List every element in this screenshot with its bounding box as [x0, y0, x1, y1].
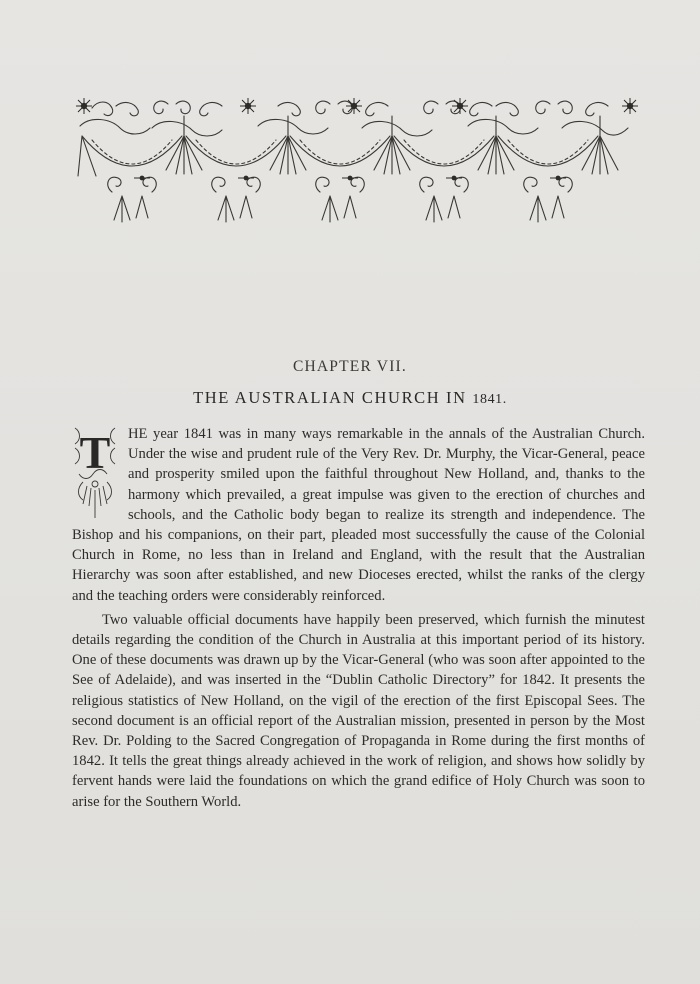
- chapter-title: [0, 388, 700, 408]
- paragraph-1-text: HE year 1841 was in many ways remarkable in the annals of the Australian Church. Under the wise and prudent rule of the Very Rev. Dr. Murphy, the Vicar-General, peace and prosperity smiled upon the faithful throughout New Holland, and, thanks to the harmony which prevailed, a great impulse was given to the erection of churches and schools, and the Catholic body began to realize its strength and independence. The Bishop and his companions, on their part, pleaded most successfully the cause of the Colonial Church in Rome, no less than in Ireland and England, with the result that the Australian Hierarchy was soon after established, and new Dioceses erected, whilst the ranks of the clergy and the teaching orders were considerably reinforced.: [72, 426, 645, 604]
- paragraph-1: [72, 424, 645, 606]
- chapter-title-words: THE AUSTRALIAN CHURCH IN: [193, 388, 467, 407]
- chapter-title-year: 1841.: [472, 392, 507, 407]
- dropcap-space: [72, 424, 128, 525]
- body-text: [72, 424, 645, 812]
- ornament-headpiece: [72, 96, 644, 228]
- dropcap-letter: T: [79, 427, 111, 478]
- chapter-number: CHAPTER VII.: [292, 358, 407, 375]
- paragraph-2: Two valuable official documents have happily been preserved, which furnish the minutest details regarding the condition of the Church in Australia at this important period of its history. One of these documents was drawn up by the Vicar-General (who was soon after appointed to the See of Adelaide), and was inserted in the “Dublin Catholic Directory” for 1842. It presents the religious statistics of New Holland, on the vigil of the erection of the first Episcopal Sees. The second document is an official report of the Australian mission, presented in person by the Most Rev. Dr. Polding to the Sacred Congregation of Propaganda in Rome during the first months of 1842. It tells the great things already achieved in the work of religion, and shows how solidly by fervent hands were laid the foundations on which the grand edifice of Holy Church was soon to arise for the Southern World.: [72, 611, 645, 810]
